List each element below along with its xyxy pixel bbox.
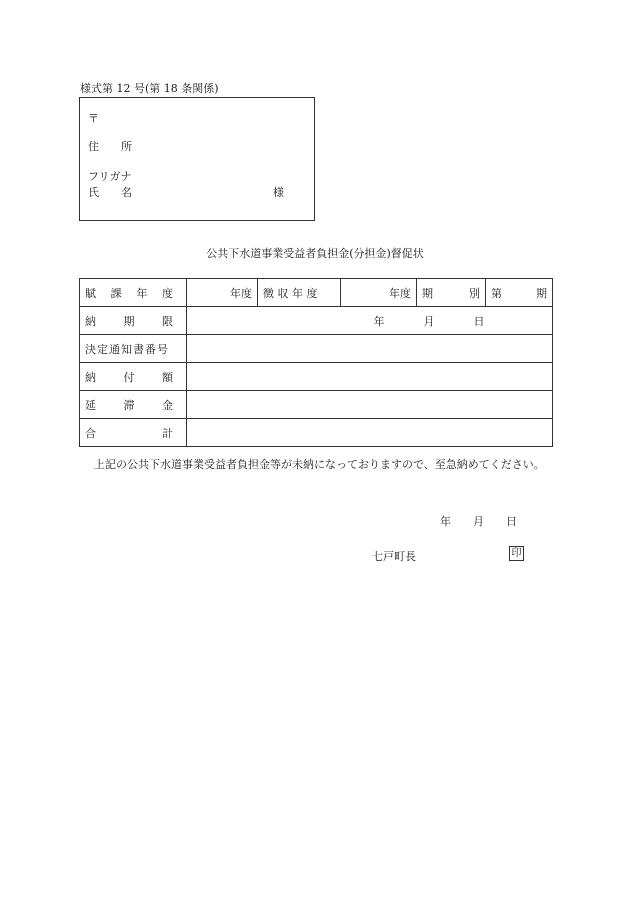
issue-date: [440, 513, 517, 529]
payment-amount-label: 納 付 額: [80, 363, 187, 391]
total-label: 合 計: [80, 419, 187, 447]
collection-year-value: 年度: [341, 279, 417, 307]
address-label: 住 所: [88, 140, 132, 153]
table-row: [80, 363, 553, 391]
total-value: [187, 419, 553, 447]
address-box: [79, 97, 315, 221]
notice-number-value: [187, 335, 553, 363]
table-row: [80, 391, 553, 419]
day-label: 日: [506, 515, 517, 528]
furigana-label: フリガナ: [88, 170, 132, 183]
seal-mark: 印: [509, 546, 524, 561]
due-date-label: 納 期 限: [80, 307, 187, 335]
honorific: 様: [273, 186, 284, 199]
late-fee-value: [187, 391, 553, 419]
dunning-table: [79, 278, 553, 447]
document-title: 公共下水道事業受益者負担金(分担金)督促状: [206, 247, 424, 260]
notice-text: 上記の公共下水道事業受益者負担金等が未納になっておりますので、至急納めてください。: [94, 458, 545, 471]
fiscal-year-value: 年度: [187, 279, 258, 307]
name-label: 氏 名: [88, 186, 132, 199]
table-row: [80, 279, 553, 307]
table-row: [80, 335, 553, 363]
year-label: 年: [440, 515, 451, 528]
month-label: 月: [473, 515, 484, 528]
table-row: [80, 307, 553, 335]
collection-year-label: 徴 収 年 度: [258, 279, 341, 307]
payment-amount-value: [187, 363, 553, 391]
notice-number-label: 決定通知書番号: [80, 335, 187, 363]
late-fee-label: 延 滞 金: [80, 391, 187, 419]
postal-mark: 〒: [88, 112, 99, 125]
table-row: [80, 419, 553, 447]
fiscal-year-label: 賦 課 年 度: [80, 279, 187, 307]
due-date-value: 年 月 日: [187, 307, 553, 335]
period-label: 期 別: [417, 279, 486, 307]
form-number: 様式第 12 号(第 18 条関係): [80, 82, 219, 95]
issuer-name: 七戸町長: [372, 550, 416, 563]
period-value: 第 期: [486, 279, 553, 307]
